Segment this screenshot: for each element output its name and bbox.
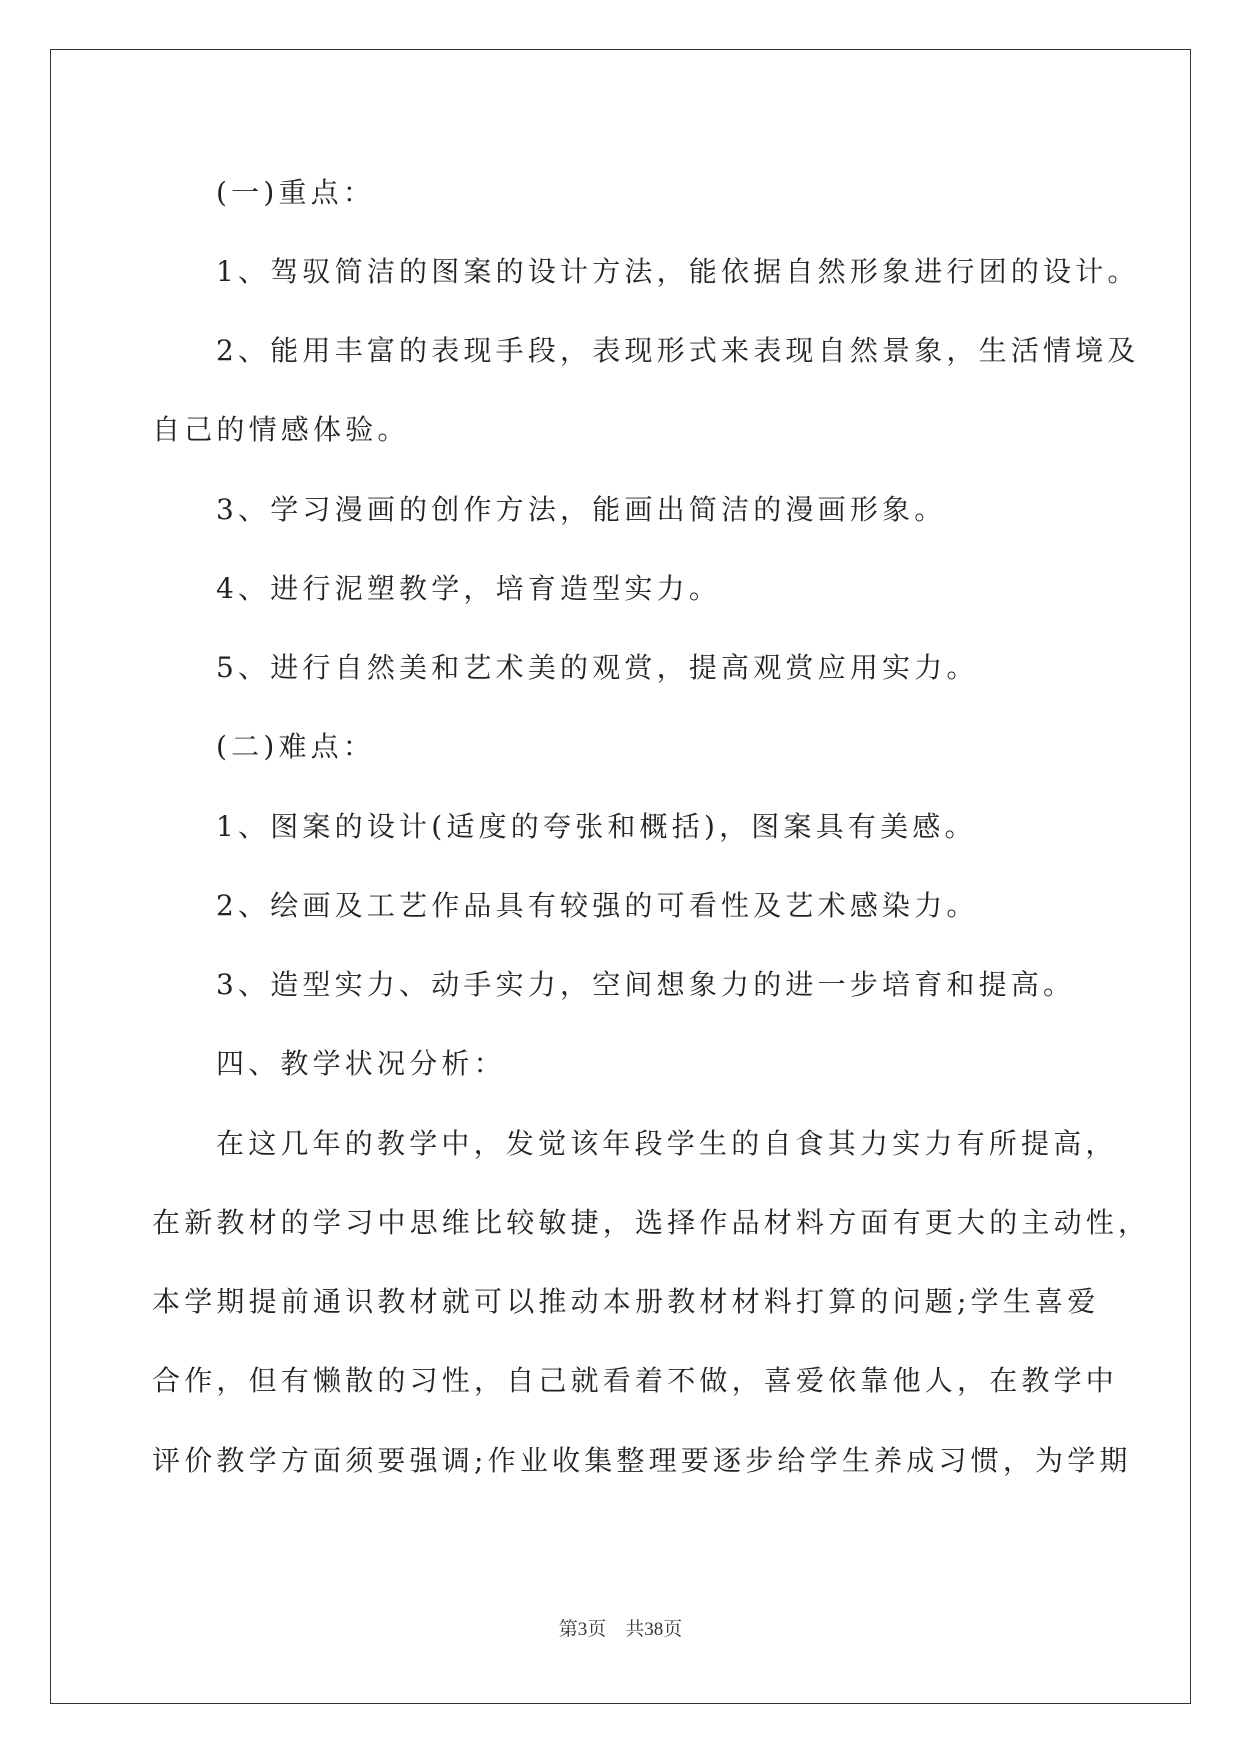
- text-line: 4、进行泥塑教学，培育造型实力。: [216, 572, 722, 605]
- text-line: 在这几年的教学中，发觉该年段学生的自食其力实力有所提高，: [216, 1127, 1118, 1160]
- heading-difficulties: (二)难点：: [216, 730, 376, 763]
- text-line: 2、绘画及工艺作品具有较强的可看性及艺术感染力。: [216, 889, 979, 922]
- page-number: 第3页 共38页: [558, 1619, 683, 1640]
- text-line: 本学期提前通识教材就可以推动本册教材材料打算的问题;学生喜爱: [152, 1285, 1100, 1318]
- text-line: 3、学习漫画的创作方法，能画出简洁的漫画形象。: [216, 493, 947, 526]
- text-line: 3、造型实力、动手实力，空间想象力的进一步培育和提高。: [216, 968, 1076, 1001]
- text-line: 1、图案的设计(适度的夸张和概括)，图案具有美感。: [216, 810, 977, 843]
- text-line: 2、能用丰富的表现手段，表现形式来表现自然景象，生活情境及: [216, 334, 1140, 367]
- text-line: 评价教学方面须要强调;作业收集整理要逐步给学生养成习惯，为学期: [152, 1444, 1132, 1477]
- text-line: 5、进行自然美和艺术美的观赏，提高观赏应用实力。: [216, 651, 979, 684]
- text-line: 在新教材的学习中思维比较敏捷，选择作品材料方面有更大的主动性，: [152, 1206, 1151, 1239]
- text-line: 1、驾驭简洁的图案的设计方法，能依据自然形象进行团的设计。: [216, 255, 1140, 288]
- heading-analysis: 四、教学状况分析：: [216, 1047, 506, 1080]
- text-line: 合作，但有懒散的习性，自己就看着不做，喜爱依靠他人，在教学中: [152, 1364, 1119, 1397]
- text-line: 自己的情感体验。: [152, 413, 410, 446]
- heading-key-points: (一)重点：: [216, 176, 376, 209]
